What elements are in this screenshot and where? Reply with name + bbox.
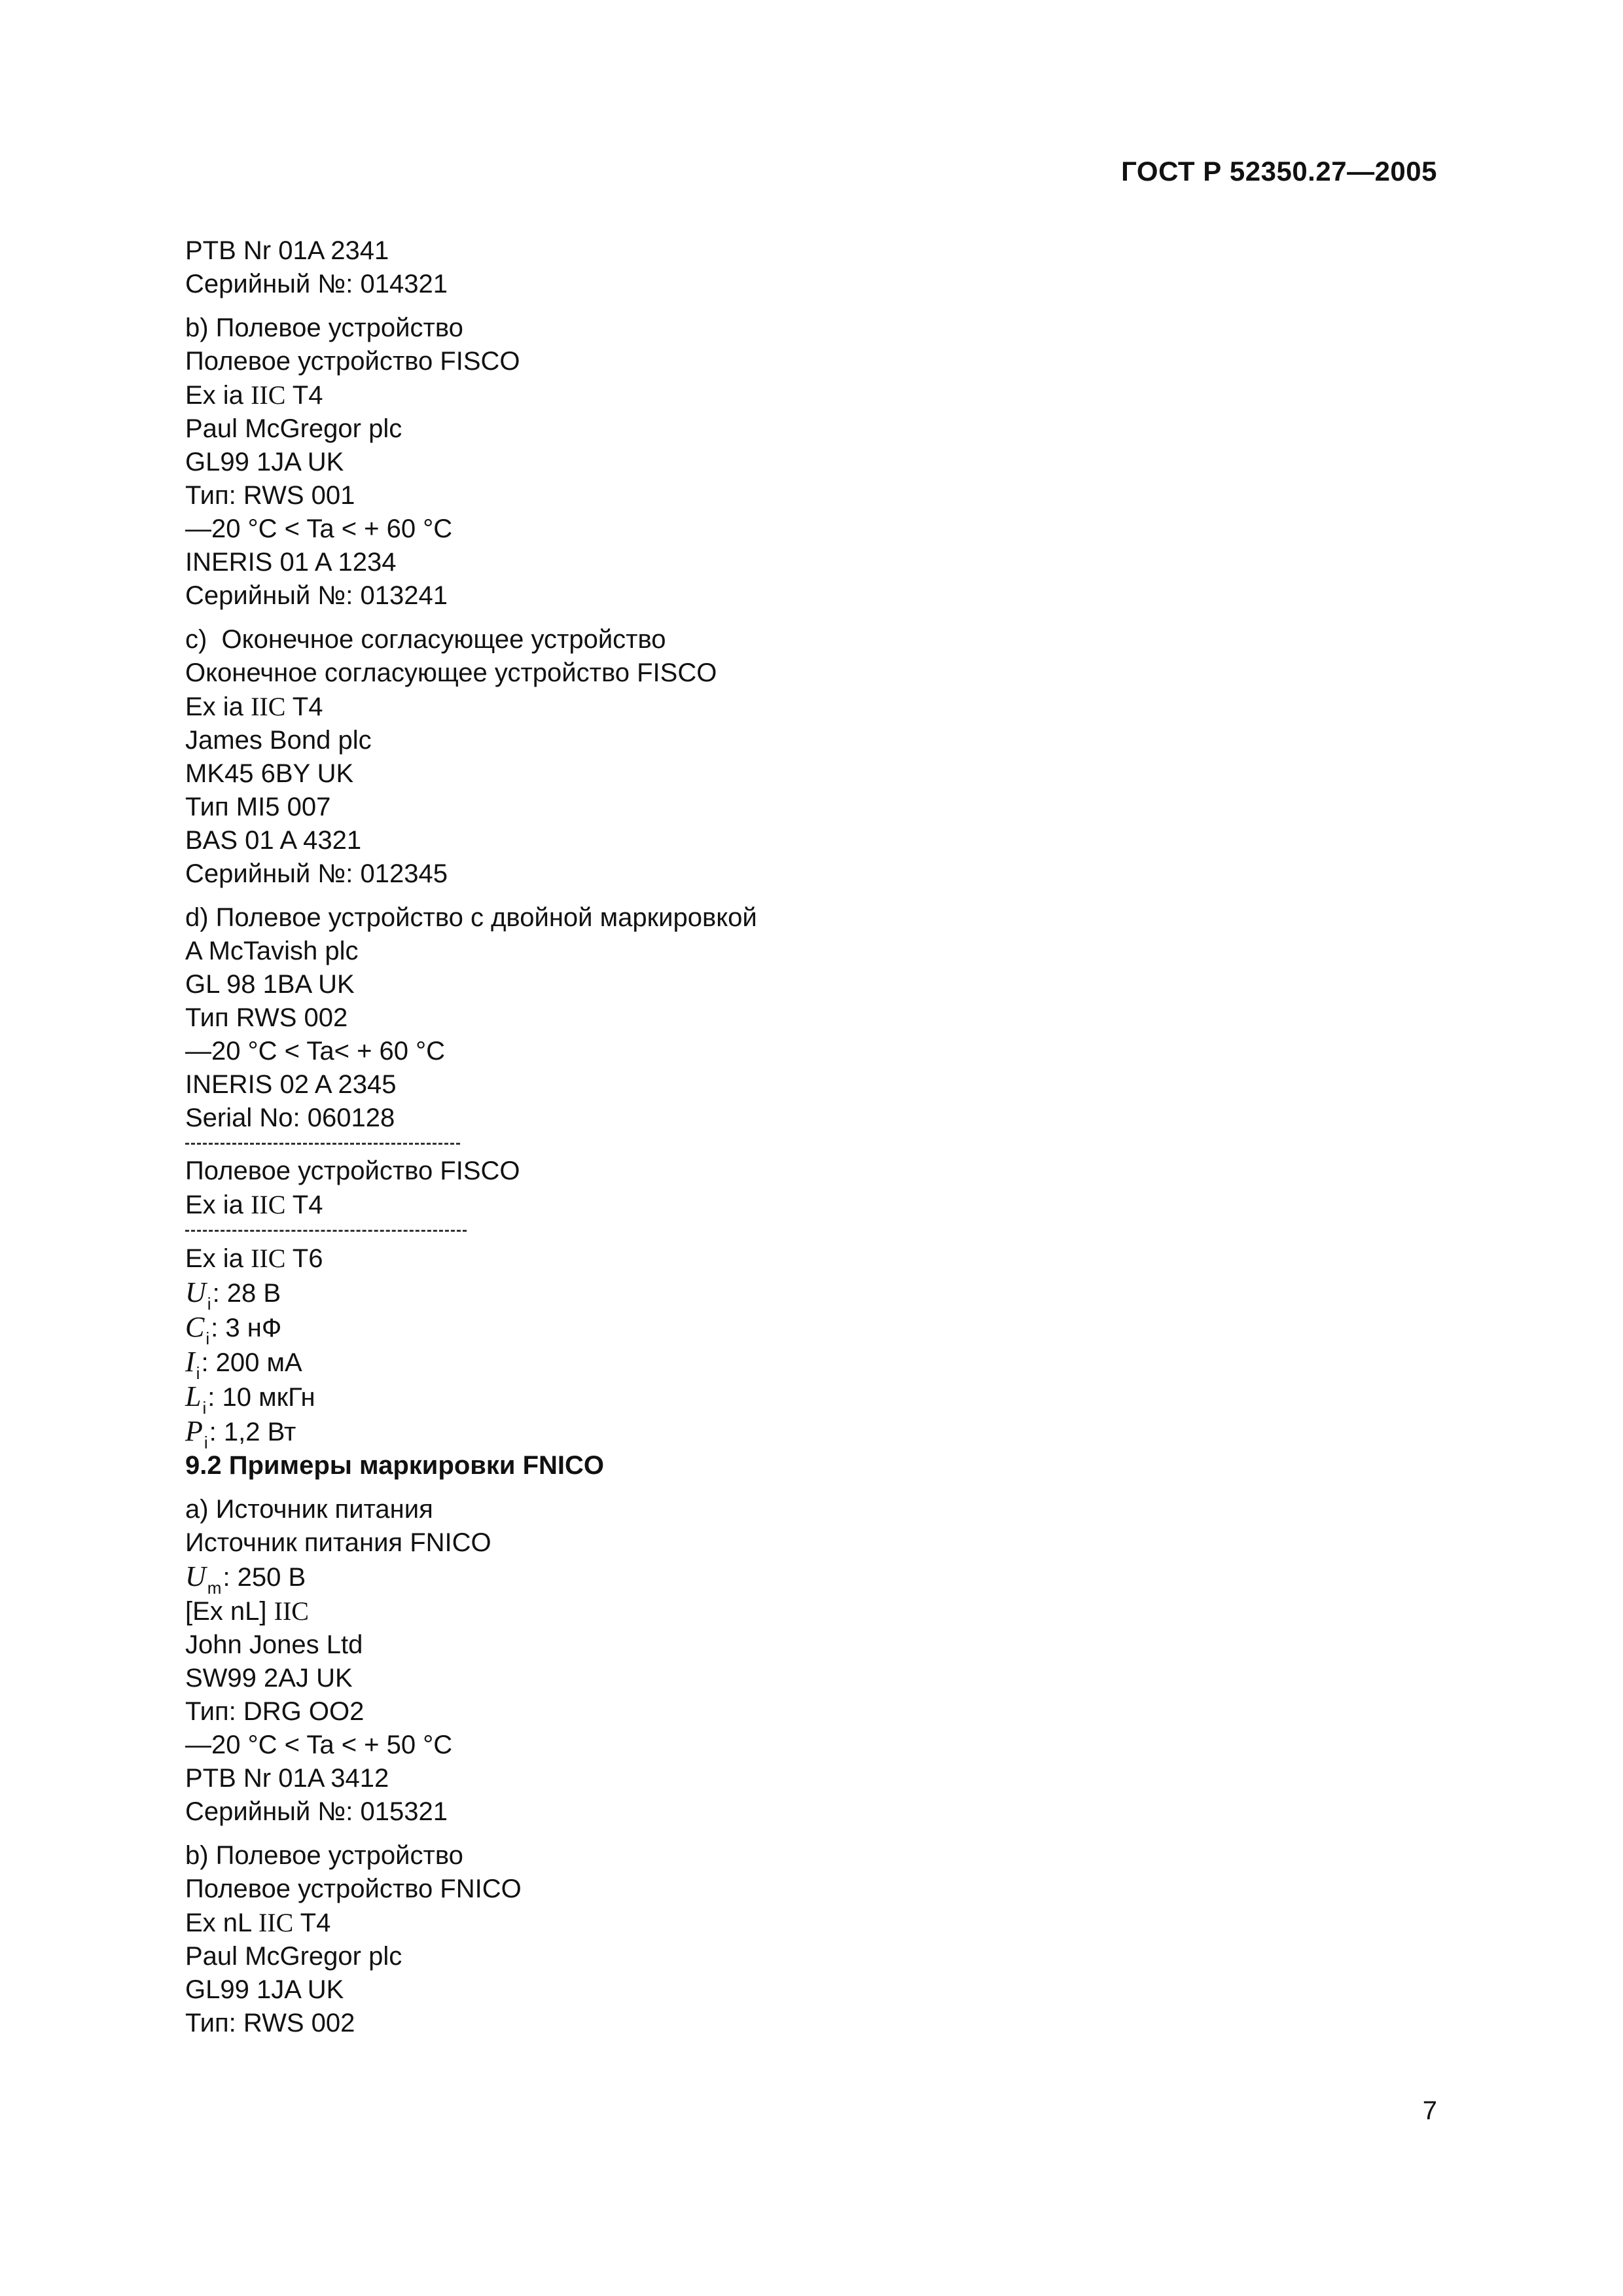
certificate-line: INERIS 02 A 2345 bbox=[185, 1070, 397, 1099]
device-name: Полевое устройство FISCO bbox=[185, 347, 520, 376]
gas-group: IIC bbox=[274, 1596, 309, 1626]
document-header: ГОСТ Р 52350.27—2005 bbox=[1121, 156, 1437, 187]
address: GL99 1JA UK bbox=[185, 1975, 344, 2004]
device-type: Тип: DRG OO2 bbox=[185, 1697, 365, 1726]
page-number: 7 bbox=[1422, 2096, 1437, 2125]
manufacturer: John Jones Ltd bbox=[185, 1630, 363, 1659]
certificate-line: PTB Nr 01A 3412 bbox=[185, 1764, 389, 1793]
param-inductance: $L_i$: 10 мкГн bbox=[185, 1380, 315, 1418]
address: GL 98 1BA UK bbox=[185, 970, 355, 999]
section-heading: 9.2 Примеры маркировки FNICO bbox=[185, 1451, 604, 1480]
serial-line: Serial No: 060128 bbox=[185, 1103, 395, 1132]
manufacturer: Paul McGregor plc bbox=[185, 414, 402, 443]
temperature-range: —20 °C < Ta < + 50 °C bbox=[185, 1731, 453, 1759]
param-capacitance: $C_i$: 3 нФ bbox=[185, 1311, 282, 1348]
fnico-field-device-block bbox=[185, 1839, 1429, 2040]
device-type: Тип RWS 002 bbox=[185, 1003, 348, 1032]
item-title: b) Полевое устройство bbox=[185, 1841, 463, 1870]
serial-line: Серийный №: 014321 bbox=[185, 270, 448, 298]
certificate-line: INERIS 01 A 1234 bbox=[185, 548, 397, 577]
device-name: Источник питания FNICO bbox=[185, 1528, 491, 1557]
ex-marking: [Ex nL] IIC bbox=[185, 1596, 309, 1626]
document-body bbox=[185, 234, 1429, 2051]
temperature-range: —20 °C < Ta < + 60 °C bbox=[185, 514, 453, 543]
gas-group: IIC bbox=[251, 1244, 286, 1273]
ex-marking: Ex ia IIC T4 bbox=[185, 380, 323, 410]
device-type: Тип: RWS 001 bbox=[185, 481, 355, 510]
serial-line: Серийный №: 012345 bbox=[185, 859, 448, 888]
device-type: Тип MI5 007 bbox=[185, 793, 331, 821]
dual-marking-block bbox=[185, 901, 1429, 1482]
param-power: $P_i$: 1,2 Вт bbox=[185, 1415, 296, 1452]
serial-line: Серийный №: 015321 bbox=[185, 1797, 448, 1826]
item-title: b) Полевое устройство bbox=[185, 314, 463, 342]
dashed-separator bbox=[185, 1222, 1429, 1242]
ex-marking: Ex ia IIC T6 bbox=[185, 1244, 323, 1273]
fnico-power-supply-block bbox=[185, 1493, 1429, 1829]
item-title: a) Источник питания bbox=[185, 1495, 433, 1524]
device-name: Полевое устройство FNICO bbox=[185, 1874, 522, 1903]
device-name: Полевое устройство FISCO bbox=[185, 1157, 520, 1185]
gas-group: IIC bbox=[258, 1908, 294, 1937]
item-title: c) Оконечное согласующее устройство bbox=[185, 625, 666, 654]
fisco-field-device-block bbox=[185, 312, 1429, 613]
ex-marking: Ex ia IIC T4 bbox=[185, 1190, 323, 1219]
device-name: Оконечное согласующее устройство FISCO bbox=[185, 658, 717, 687]
continued-marking-block bbox=[185, 234, 1429, 301]
device-type: Тип: RWS 002 bbox=[185, 2009, 355, 2037]
certificate-line: PTB Nr 01A 2341 bbox=[185, 236, 389, 265]
param-max-voltage: $U_m$: 250 В bbox=[185, 1560, 306, 1598]
temperature-range: —20 °C < Ta< + 60 °C bbox=[185, 1037, 446, 1066]
certificate-line: BAS 01 A 4321 bbox=[185, 826, 362, 855]
gas-group: IIC bbox=[251, 1190, 286, 1219]
ex-marking: Ex nL IIC T4 bbox=[185, 1908, 331, 1937]
ex-marking: Ex ia IIC T4 bbox=[185, 692, 323, 721]
manufacturer: Paul McGregor plc bbox=[185, 1942, 402, 1971]
serial-line: Серийный №: 013241 bbox=[185, 581, 448, 610]
fisco-terminator-block bbox=[185, 623, 1429, 891]
address: GL99 1JA UK bbox=[185, 448, 344, 476]
gas-group: IIC bbox=[251, 692, 286, 721]
manufacturer: James Bond plc bbox=[185, 726, 372, 755]
manufacturer: A McTavish plc bbox=[185, 937, 359, 965]
param-current: $I_i$: 200 мА bbox=[185, 1346, 302, 1383]
gas-group: IIC bbox=[251, 380, 286, 410]
param-voltage: $U_i$: 28 В bbox=[185, 1276, 281, 1314]
dashed-separator bbox=[185, 1135, 1429, 1155]
item-title: d) Полевое устройство с двойной маркировкой bbox=[185, 903, 757, 932]
address: SW99 2AJ UK bbox=[185, 1664, 353, 1693]
address: MK45 6BY UK bbox=[185, 759, 354, 788]
